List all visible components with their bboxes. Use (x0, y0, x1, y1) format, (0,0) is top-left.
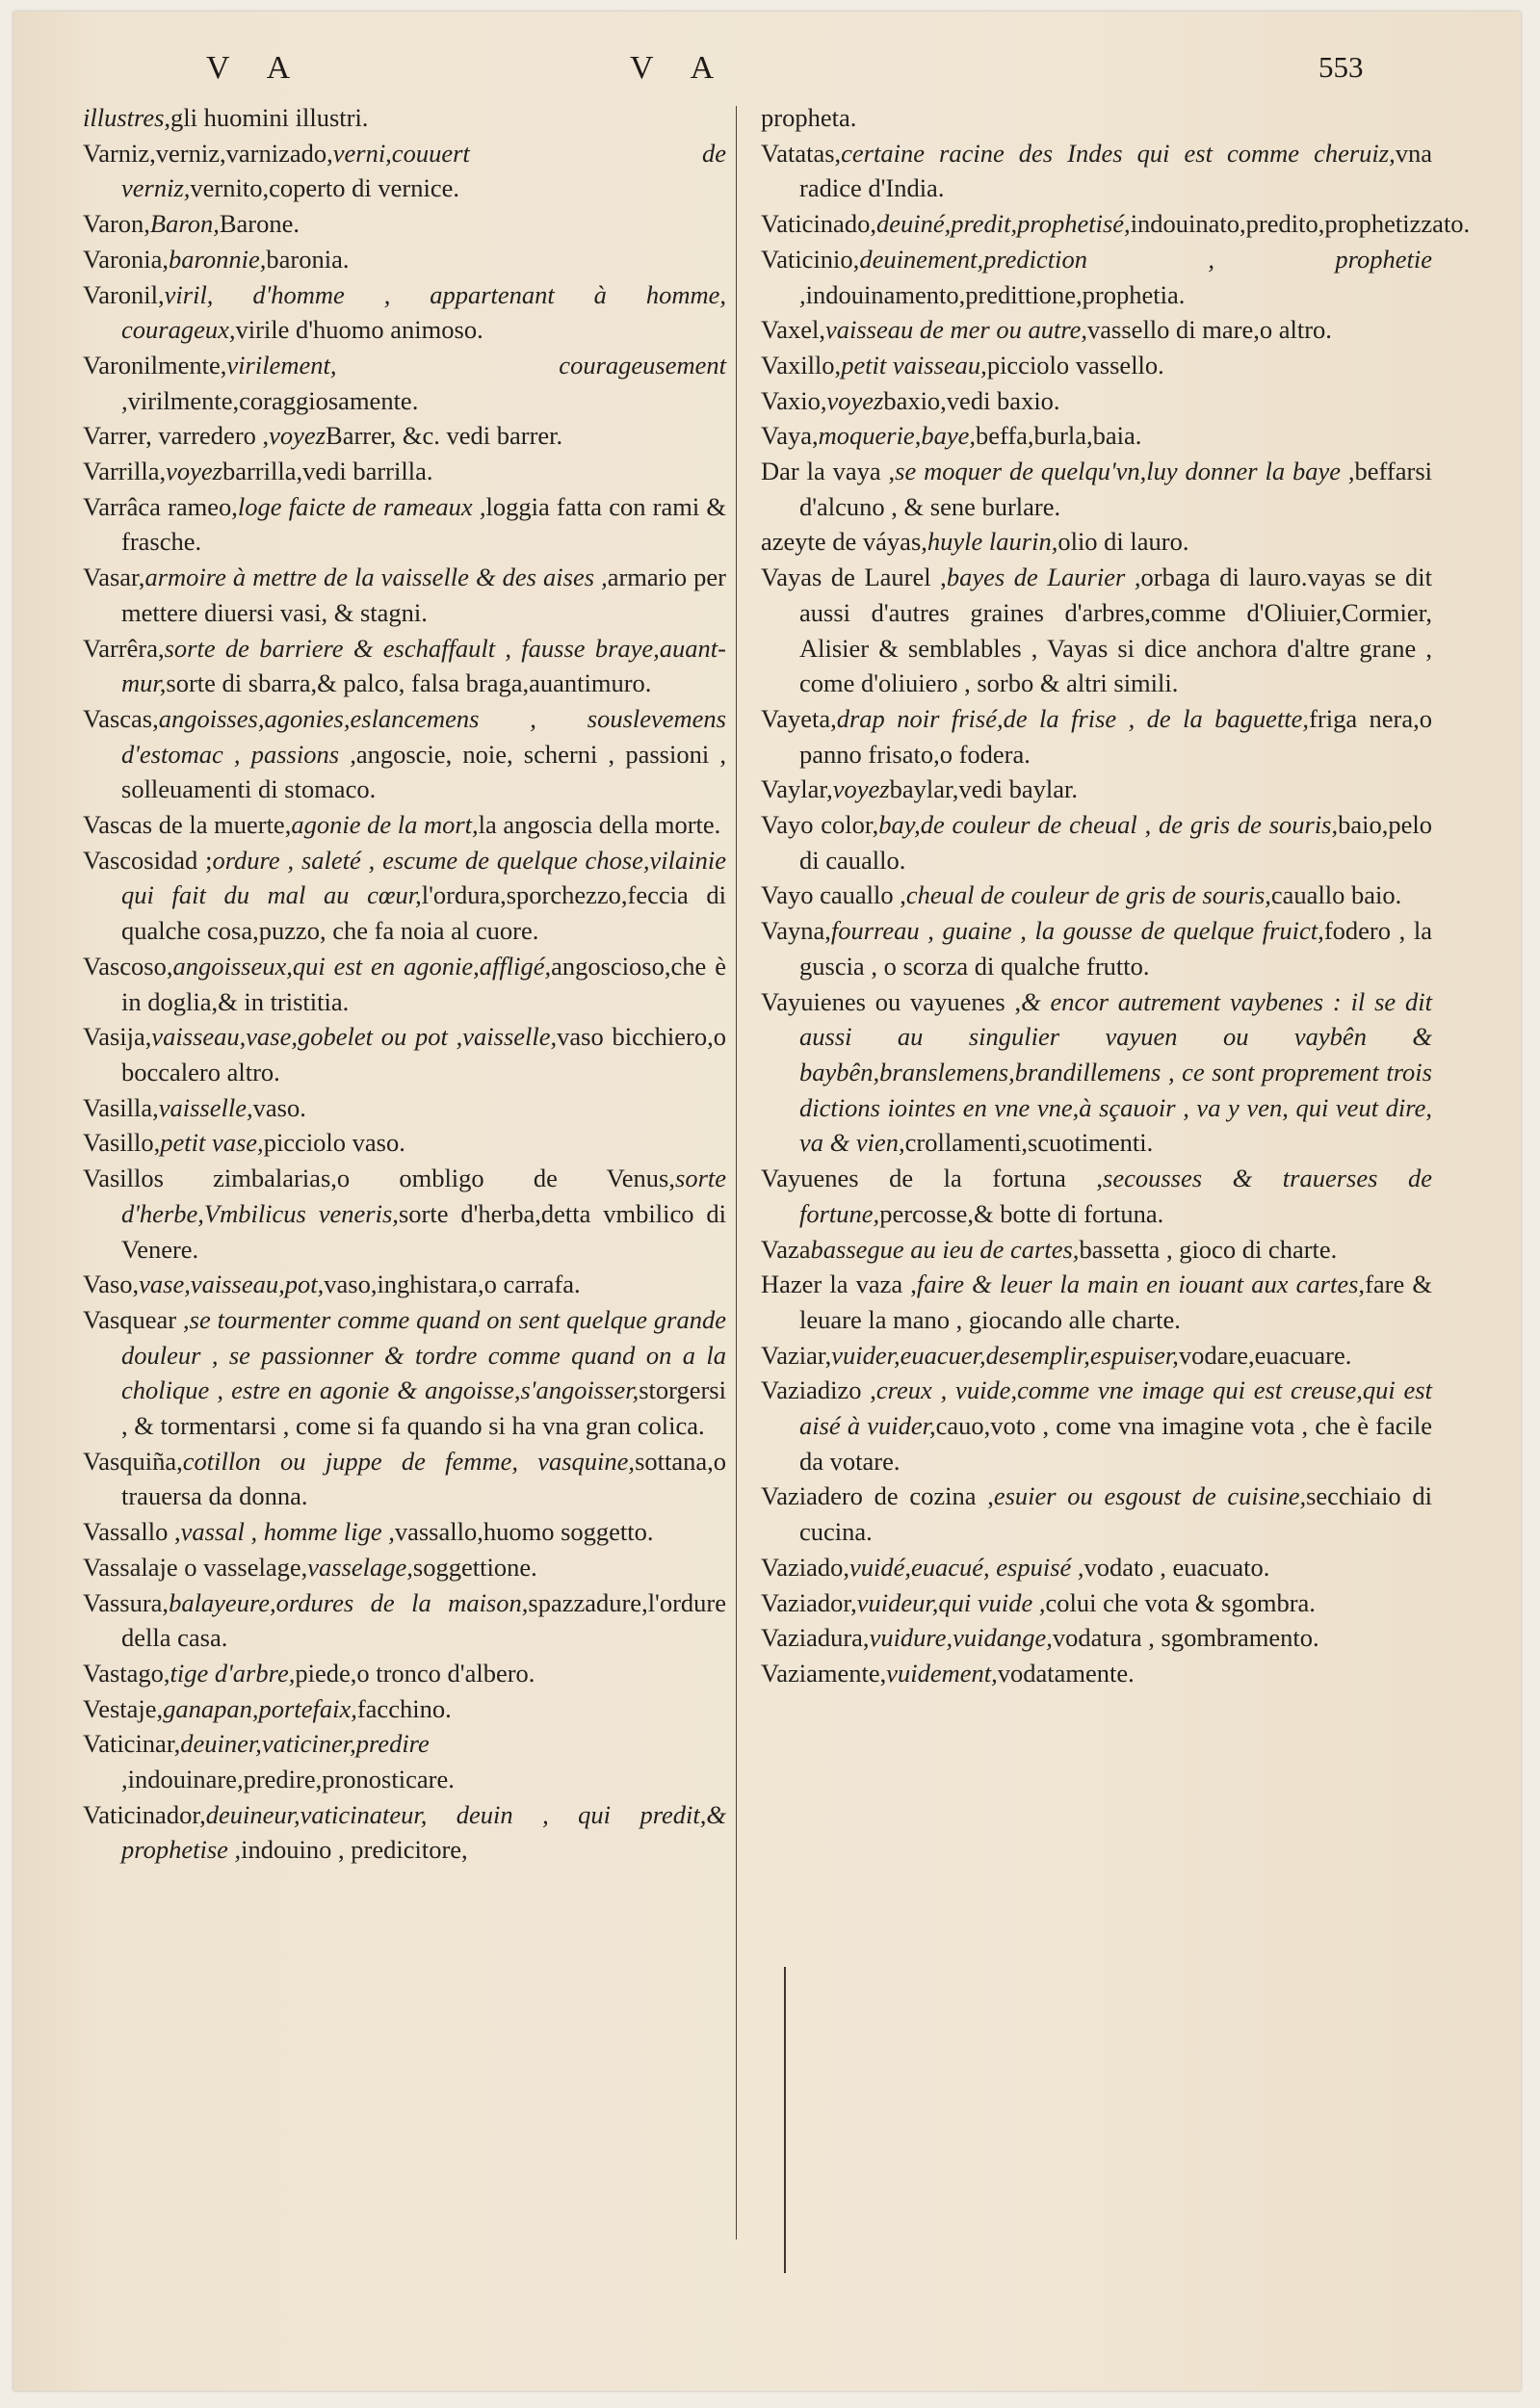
dictionary-entry (83, 1090, 726, 1126)
dictionary-entry (761, 1161, 1432, 1231)
headword: Vaziamente, (761, 1658, 887, 1688)
italian-gloss: vassello di mare,o altro. (1087, 315, 1332, 345)
italian-gloss: picciolo vaso. (263, 1128, 405, 1158)
french-gloss: voyez (832, 774, 890, 804)
french-gloss: balayeure,ordures de la maison, (169, 1587, 529, 1617)
dictionary-entry (83, 418, 726, 454)
french-gloss: angoisses,agonies,eslancemens , souslevemens d'estomac , passions , (121, 703, 726, 769)
headword: Vayuenes de la fortuna , (761, 1164, 1104, 1193)
dictionary-entry (761, 560, 1432, 701)
headword: Vasillo, (83, 1128, 161, 1158)
italian-gloss: armario per mettere diuersi vasi, & stagni. (121, 563, 726, 627)
italian-gloss: baronia. (266, 244, 350, 274)
french-gloss: loge faicte de rameaux , (237, 491, 486, 521)
italian-gloss: olio di lauro. (1057, 527, 1189, 557)
french-gloss: cheual de couleur de gris de souris, (905, 880, 1271, 910)
dictionary-entry (83, 631, 726, 701)
headword: Varniz,verniz,varnizado, (83, 138, 333, 168)
french-gloss: ganapan,portefaix, (163, 1693, 357, 1723)
italian-gloss: indouinato,predito,prophetizzato. (1130, 209, 1471, 239)
headword: Vaxel, (761, 315, 825, 345)
dictionary-entry (83, 1726, 726, 1796)
dictionary-entry (83, 1267, 726, 1302)
headword: Vassallo , (83, 1517, 181, 1547)
headword: Vayeta, (761, 703, 837, 733)
french-gloss: vuideur,qui vuide , (856, 1587, 1046, 1617)
headword: Vaziadura, (761, 1623, 870, 1653)
dictionary-entry (761, 100, 1432, 136)
dictionary-entry (83, 454, 726, 489)
headword: Vaza (761, 1234, 811, 1264)
headword: Vaziadizo , (761, 1375, 876, 1405)
column-rule (736, 106, 737, 2239)
italian-gloss: indouinamento,predittione,prophetia. (805, 279, 1186, 309)
italian-gloss: beffarsi d'alcuno , & sene burlare. (799, 457, 1432, 521)
page-number: 553 (1318, 50, 1364, 84)
headword: Varrêra, (83, 633, 165, 663)
dictionary-entry (83, 560, 726, 630)
french-gloss: vaisseau de mer ou autre, (824, 315, 1088, 345)
headword: Varrer, varredero , (83, 421, 270, 451)
italian-gloss: virilmente,coraggiosamente. (127, 385, 419, 415)
dictionary-entry (83, 489, 726, 560)
dictionary-entry (83, 100, 726, 136)
french-gloss: se tourmenter comme quand on sent quelque grande douleur , se passionner & tordre comme quand on a la cholique , estre en agonie & angoisse,s'angoisser, (121, 1304, 726, 1405)
italian-gloss: vodatamente. (997, 1658, 1135, 1688)
italian-gloss: crollamenti,scuotimenti. (904, 1128, 1154, 1158)
italian-gloss: ,gli huomini illustri. (164, 103, 369, 132)
italian-gloss: storgersi , & tormentarsi , come si fa quando si ha vna gran colica. (121, 1375, 726, 1441)
margin-rule (784, 1967, 786, 2273)
dictionary-entry (83, 1302, 726, 1444)
headword: Vaticinado, (761, 209, 876, 239)
headword: Vasija, (83, 1022, 152, 1052)
headword: Varonilmente, (83, 350, 227, 380)
italian-gloss: angoscie, noie, scherni , passioni , solleuamenti di stomaco. (121, 739, 726, 804)
french-gloss: vassal , homme lige , (180, 1517, 395, 1547)
dictionary-entry (761, 1232, 1432, 1268)
italian-gloss: Barrer, &c. vedi barrer. (326, 421, 563, 451)
italian-gloss: vodato , euacuato. (1083, 1552, 1270, 1582)
headword: Vatatas, (761, 138, 842, 168)
headword: Varon, (83, 209, 150, 239)
french-gloss: illustres (83, 103, 165, 132)
headword: Vayas de Laurel , (761, 563, 947, 592)
french-gloss: & encor autrement vaybenes : il se dit aussi au singulier vayuen ou vaybên & baybên,branslemens,brandillemens , ce sont proprement trois dictions iointes en vne vne,à sçauoir , va y ven, qui veut dire, va & vien, (799, 986, 1432, 1158)
italian-gloss: colui che vota & sgombra. (1045, 1587, 1316, 1617)
dictionary-entry (83, 1125, 726, 1161)
dictionary-entry (83, 242, 726, 277)
french-gloss: vaisseau,vase,gobelet ou pot ,vaisselle, (151, 1022, 558, 1052)
dictionary-entry (761, 1585, 1432, 1621)
headword: Vaziadero de cozina , (761, 1481, 994, 1511)
italian-gloss: vaso bicchiero,o boccalero altro. (121, 1022, 726, 1086)
dictionary-entry (761, 913, 1432, 983)
dictionary-entry (83, 1585, 726, 1656)
dictionary-entry (83, 1691, 726, 1727)
right-column (761, 100, 1471, 1691)
french-gloss: bassegue au ieu de cartes, (810, 1234, 1080, 1264)
italian-gloss: beffa,burla,baia. (975, 421, 1142, 451)
running-head-right: V A (630, 50, 730, 86)
italian-gloss: baxio,vedi baxio. (883, 385, 1060, 415)
dictionary-entry (83, 1797, 726, 1868)
italian-gloss: propheta. (761, 103, 857, 132)
italian-gloss: fodero , la guscia , o scorza di qualche frutto. (799, 916, 1433, 981)
dictionary-entry (761, 877, 1432, 913)
dictionary-entry (761, 524, 1432, 560)
french-gloss: faire & leuer la main en iouant aux cartes, (916, 1269, 1366, 1299)
dictionary-entry (83, 1656, 726, 1691)
italian-gloss: picciolo vassello. (986, 350, 1164, 380)
headword: azeyte de váyas, (761, 527, 927, 557)
french-gloss: esuier ou esgoust de cuisine, (993, 1481, 1307, 1511)
dictionary-entry (761, 454, 1432, 524)
dictionary-entry (761, 383, 1432, 419)
french-gloss: armoire à mettre de la vaisselle & des aises , (144, 563, 608, 592)
italian-gloss: vaso,inghistara,o carrafa. (324, 1269, 581, 1299)
headword: Vaticinar, (83, 1729, 181, 1759)
headword: Vassalaje o vasselage, (83, 1552, 308, 1582)
headword: Vaylar, (761, 774, 833, 804)
italian-gloss: sorte di sbarra,& palco, falsa braga,auantimuro. (166, 668, 652, 698)
dictionary-entry (83, 277, 726, 348)
french-gloss: vuider,euacuer,desemplir,espuiser, (831, 1340, 1179, 1370)
french-gloss: bay,de couleur de cheual , de gris de souris, (878, 810, 1339, 840)
headword: Vaziador, (761, 1587, 857, 1617)
left-column (83, 100, 726, 1868)
headword: Vayo color, (761, 810, 879, 840)
headword: Vestaje, (83, 1693, 164, 1723)
italian-gloss: spazzadure,l'ordure della casa. (121, 1587, 726, 1653)
italian-gloss: piede,o tronco d'albero. (295, 1658, 535, 1688)
headword: Dar la vaya , (761, 457, 896, 486)
french-gloss: vase,vaisseau,pot, (139, 1269, 325, 1299)
headword: Vasquear , (83, 1304, 190, 1334)
dictionary-entry (761, 1338, 1432, 1374)
italian-gloss: vaso. (252, 1092, 306, 1122)
italian-gloss: vodare,euacuare. (1178, 1340, 1352, 1370)
headword: Vasar, (83, 563, 145, 592)
french-gloss: bayes de Laurier , (946, 563, 1141, 592)
dictionary-entry (761, 312, 1432, 348)
french-gloss: sorte de barriere & eschaffault , fausse braye,auant-mur, (121, 633, 726, 698)
french-gloss: agonie de la mort, (291, 810, 479, 840)
dictionary-entry (761, 136, 1432, 206)
french-gloss: vuidure,vuidange, (869, 1623, 1053, 1653)
italian-gloss: loggia fatta con rami & frasche. (121, 491, 726, 557)
dictionary-entry (83, 1161, 726, 1267)
dictionary-entry (761, 772, 1432, 807)
dictionary-entry (83, 206, 726, 242)
french-gloss: vasselage, (307, 1552, 413, 1582)
french-gloss: sorte d'herbe,Vmbilicus veneris, (121, 1164, 726, 1228)
french-gloss: petit vaisseau, (841, 350, 987, 380)
italian-gloss: vodatura , sgombramento. (1052, 1623, 1319, 1653)
headword: Hazer la vaza , (761, 1269, 917, 1299)
dictionary-page (13, 12, 1521, 2391)
italian-gloss: friga nera,o panno frisato,o fodera. (799, 703, 1432, 769)
italian-gloss: Barone. (219, 209, 300, 239)
italian-gloss: la angoscia della morte. (478, 810, 721, 840)
headword: Vaxillo, (761, 350, 842, 380)
headword: Vascosidad ; (83, 845, 213, 875)
headword: Varonia, (83, 244, 170, 274)
italian-gloss: angoscioso,che è in doglia,& in tristitia. (121, 951, 726, 1016)
french-gloss: ordure , saleté , escume de quelque chose,vilainie qui fait du mal au cœur, (121, 845, 726, 910)
headword: Vaziar, (761, 1340, 832, 1370)
italian-gloss: percosse,& botte di fortuna. (879, 1198, 1164, 1228)
italian-gloss: indouino , predicitore, (241, 1835, 468, 1865)
dictionary-entry (761, 348, 1432, 383)
italian-gloss: fare & leuare la mano , giocando alle charte. (799, 1269, 1432, 1334)
french-gloss: voyez (166, 457, 222, 486)
dictionary-entry (761, 1373, 1432, 1479)
dictionary-entry (83, 1444, 726, 1514)
french-gloss: se moquer de quelqu'vn,luy donner la baye , (895, 457, 1355, 486)
dictionary-entry (83, 949, 726, 1019)
italian-gloss: barrilla,vedi barrilla. (222, 457, 433, 486)
headword: Varrilla, (83, 457, 167, 486)
dictionary-entry (83, 701, 726, 807)
headword: Vascas, (83, 703, 159, 733)
french-gloss: deuiné,predit,prophetisé, (875, 209, 1131, 239)
headword: Vaticinador, (83, 1799, 206, 1829)
italian-gloss: orbaga di lauro.vayas se dit aussi d'autres graines d'arbres,comme d'Oliuier,Cormier, Alisier & semblables , Vayas si dice anchora d'altre grane , come d'oliuiero , sorbo & altri simili. (799, 563, 1432, 698)
french-gloss: vuidé,euacué, espuisé , (848, 1552, 1084, 1582)
french-gloss: vuidement, (886, 1658, 998, 1688)
italian-gloss: baylar,vedi baylar. (889, 774, 1078, 804)
italian-gloss: cauallo baio. (1270, 880, 1402, 910)
dictionary-entry (761, 242, 1432, 312)
italian-gloss: bassetta , gioco di charte. (1079, 1234, 1338, 1264)
headword: Vayna, (761, 916, 831, 946)
dictionary-entry (83, 348, 726, 418)
headword: Vassura, (83, 1587, 170, 1617)
french-gloss: deuinement,prediction , prophetie , (799, 244, 1432, 309)
dictionary-entry (761, 1479, 1432, 1549)
headword: Vastago, (83, 1658, 170, 1688)
french-gloss: baronnie, (169, 244, 267, 274)
french-gloss: Baron, (149, 209, 220, 239)
dictionary-entry (761, 984, 1432, 1162)
headword: Vaticinio, (761, 244, 860, 274)
headword: Vasquiña, (83, 1446, 183, 1476)
italian-gloss: secchiaio di cucina. (799, 1481, 1432, 1547)
italian-gloss: indouinare,predire,pronosticare. (127, 1765, 455, 1794)
french-gloss: fourreau , guaine , la gousse de quelque fruict, (830, 916, 1324, 946)
dictionary-entry (761, 807, 1432, 877)
headword: Varonil, (83, 279, 165, 309)
dictionary-entry (83, 807, 726, 843)
headword: Varrâca rameo, (83, 491, 238, 521)
italian-gloss: l'ordura,sporchezzo,feccia di qualche cosa,puzzo, che fa noia al cuore. (121, 880, 726, 946)
italian-gloss: vernito,coperto di vernice. (190, 173, 459, 203)
french-gloss: voyez (826, 385, 884, 415)
dictionary-entry (83, 1550, 726, 1585)
italian-gloss: sorte d'herba,detta vmbilico di Venere. (121, 1198, 727, 1264)
italian-gloss: virile d'huomo animoso. (235, 315, 483, 345)
dictionary-entry (761, 1620, 1432, 1656)
headword: Vaxio, (761, 385, 827, 415)
italian-gloss: soggettione. (412, 1552, 537, 1582)
french-gloss: cotillon ou juppe de femme, vasquine, (182, 1446, 636, 1476)
headword: Vayo cauallo , (761, 880, 906, 910)
dictionary-entry (761, 418, 1432, 454)
headword: Vasilla, (83, 1092, 159, 1122)
french-gloss: creux , vuide,comme vne image qui est creuse,qui est aisé à vuider, (799, 1375, 1432, 1441)
dictionary-entry (761, 1267, 1432, 1337)
french-gloss: moquerie,baye, (818, 421, 976, 451)
french-gloss: verni,couuert de verniz, (121, 138, 726, 203)
french-gloss: certaine racine des Indes qui est comme cheruiz, (841, 138, 1396, 168)
italian-gloss: vna radice d'India. (799, 138, 1432, 203)
dictionary-entry (761, 1550, 1432, 1585)
italian-gloss: facchino. (356, 1693, 452, 1723)
french-gloss: virilement, courageusement , (121, 350, 726, 415)
french-gloss: viril, d'homme , appartenant à homme, courageux, (121, 279, 726, 345)
french-gloss: petit vase, (160, 1128, 264, 1158)
french-gloss: deuiner,vaticiner,predire , (121, 1729, 430, 1794)
dictionary-entry (83, 843, 726, 949)
dictionary-entry (83, 1019, 726, 1089)
headword: Vascoso, (83, 951, 173, 981)
headword: Vayuienes ou vayuenes , (761, 986, 1022, 1016)
headword: Vaya, (761, 421, 819, 451)
dictionary-entry (83, 136, 726, 206)
french-gloss: deuineur,vaticinateur, deuin , qui predit,& prophetise , (121, 1799, 726, 1865)
italian-gloss: sottana,o trauersa da donna. (121, 1446, 726, 1511)
french-gloss: angoisseux,qui est en agonie,affligé, (172, 951, 552, 981)
dictionary-entry (761, 1656, 1432, 1691)
headword: Vasillos zimbalarias,o ombligo de Venus, (83, 1164, 675, 1193)
french-gloss: vaisselle, (158, 1092, 253, 1122)
italian-gloss: baio,pelo di cauallo. (799, 810, 1432, 875)
french-gloss: tige d'arbre, (170, 1658, 296, 1688)
italian-gloss: cauo,voto , come vna imagine vota , che è facile da votare. (799, 1411, 1432, 1476)
french-gloss: drap noir frisé,de la frise , de la baguette, (836, 703, 1310, 733)
dictionary-entry (83, 1514, 726, 1550)
headword: Vaziado, (761, 1552, 849, 1582)
headword: Vascas de la muerte, (83, 810, 292, 840)
french-gloss: secousses & trauerses de fortune, (799, 1164, 1432, 1228)
headword: Vaso, (83, 1269, 140, 1299)
dictionary-entry (761, 206, 1471, 242)
french-gloss: voyez (269, 421, 326, 451)
french-gloss: huyle laurin, (927, 527, 1058, 557)
italian-gloss: vassallo,huomo soggetto. (394, 1517, 654, 1547)
dictionary-entry (761, 701, 1432, 772)
running-head-left: V A (206, 50, 306, 86)
